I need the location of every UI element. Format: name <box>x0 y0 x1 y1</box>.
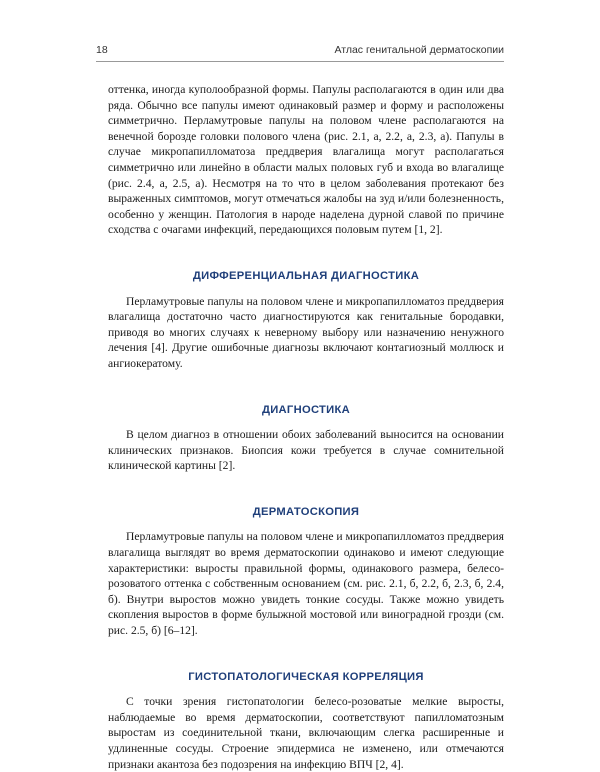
running-header <box>96 44 504 56</box>
heading-diagnosis: ДИАГНОСТИКА <box>261 403 351 416</box>
page-number: 18 <box>96 44 108 56</box>
heading-differential-diagnosis: ДИФФЕРЕНЦИАЛЬНАЯ ДИАГНОСТИКА <box>192 269 420 282</box>
paragraph-dermatoscopy: Перламутровые папулы на половом члене и микропапилломатоз преддверия влагалища выглядят во время дерматоскопии одинаково и имеют следующие характеристики: выросты правильной формы, одинакового размера, белесо-розоватого оттенка с собственным основанием (см. рис. 2.1, б, 2.2, б, 2.3, б, 2.4, б). Внутри выростов можно увидеть тонкие сосуды. Также можно увидеть скопления выростов в форме булыжной мостовой или виноградной грозди (см. рис. 2.5, б) [6–12]. <box>108 530 504 638</box>
paragraph-diagnosis: В целом диагноз в отношении обоих заболеваний выносится на основании клинических признаков. Биопсия кожи требуется в случае сомнительной клинической картины [2]. <box>108 428 504 473</box>
page-body <box>108 82 504 772</box>
heading-dermatoscopy: ДЕРМАТОСКОПИЯ <box>252 505 360 518</box>
heading-histopathology: ГИСТОПАТОЛОГИЧЕСКАЯ КОРРЕЛЯЦИЯ <box>188 670 424 683</box>
paragraph-histopathology: С точки зрения гистопатологии белесо-розоватые мелкие выросты, наблюдаемые во время дерматоскопии, соответствуют папилломатозным выростам из соединительной ткани, включающим слегка расширенные и удлиненные сосуды. Строение эпидермиса не изменено, или отмечаются признаки акантоза без подозрения на инфекцию ВПЧ [2, 4]. <box>108 695 504 771</box>
paragraph-differential-diagnosis: Перламутровые папулы на половом члене и микропапилломатоз преддверия влагалища достаточно часто диагностируются как генитальные бородавки, приводя во многих случаях к неверному выбору или назначению ненужного лечения [4]. Другие ошибочные диагнозы включают контагиозный моллюск и ангиокератому. <box>108 294 504 370</box>
intro-paragraph: оттенка, иногда куполообразной формы. Папулы располагаются в один или два ряда. Обычно все папулы имеют одинаковый размер и форму и расположены симметрично. Перламутровые папулы на половом члене располагаются на венечной борозде головки полового члена (рис. 2.1, а, 2.2, а, 2.3, а). Папулы в случае микропапилломатоза преддверия влагалища могут располагаться симметрично или линейно в области малых половых губ и входа во влагалище (рис. 2.4, а, 2.5, а). Несмотря на то что в целом заболевания протекают без выраженных симптомов, могут отмечаться жалобы на зуд и/или болезненность, особенно у женщин. Патология в народе наделена дурной славой по причине сходства с очагами инфекций, передающихся половым путем [1, 2]. <box>108 83 504 237</box>
running-title: Атлас генитальной дерматоскопии <box>334 44 504 56</box>
header-rule <box>96 61 504 62</box>
